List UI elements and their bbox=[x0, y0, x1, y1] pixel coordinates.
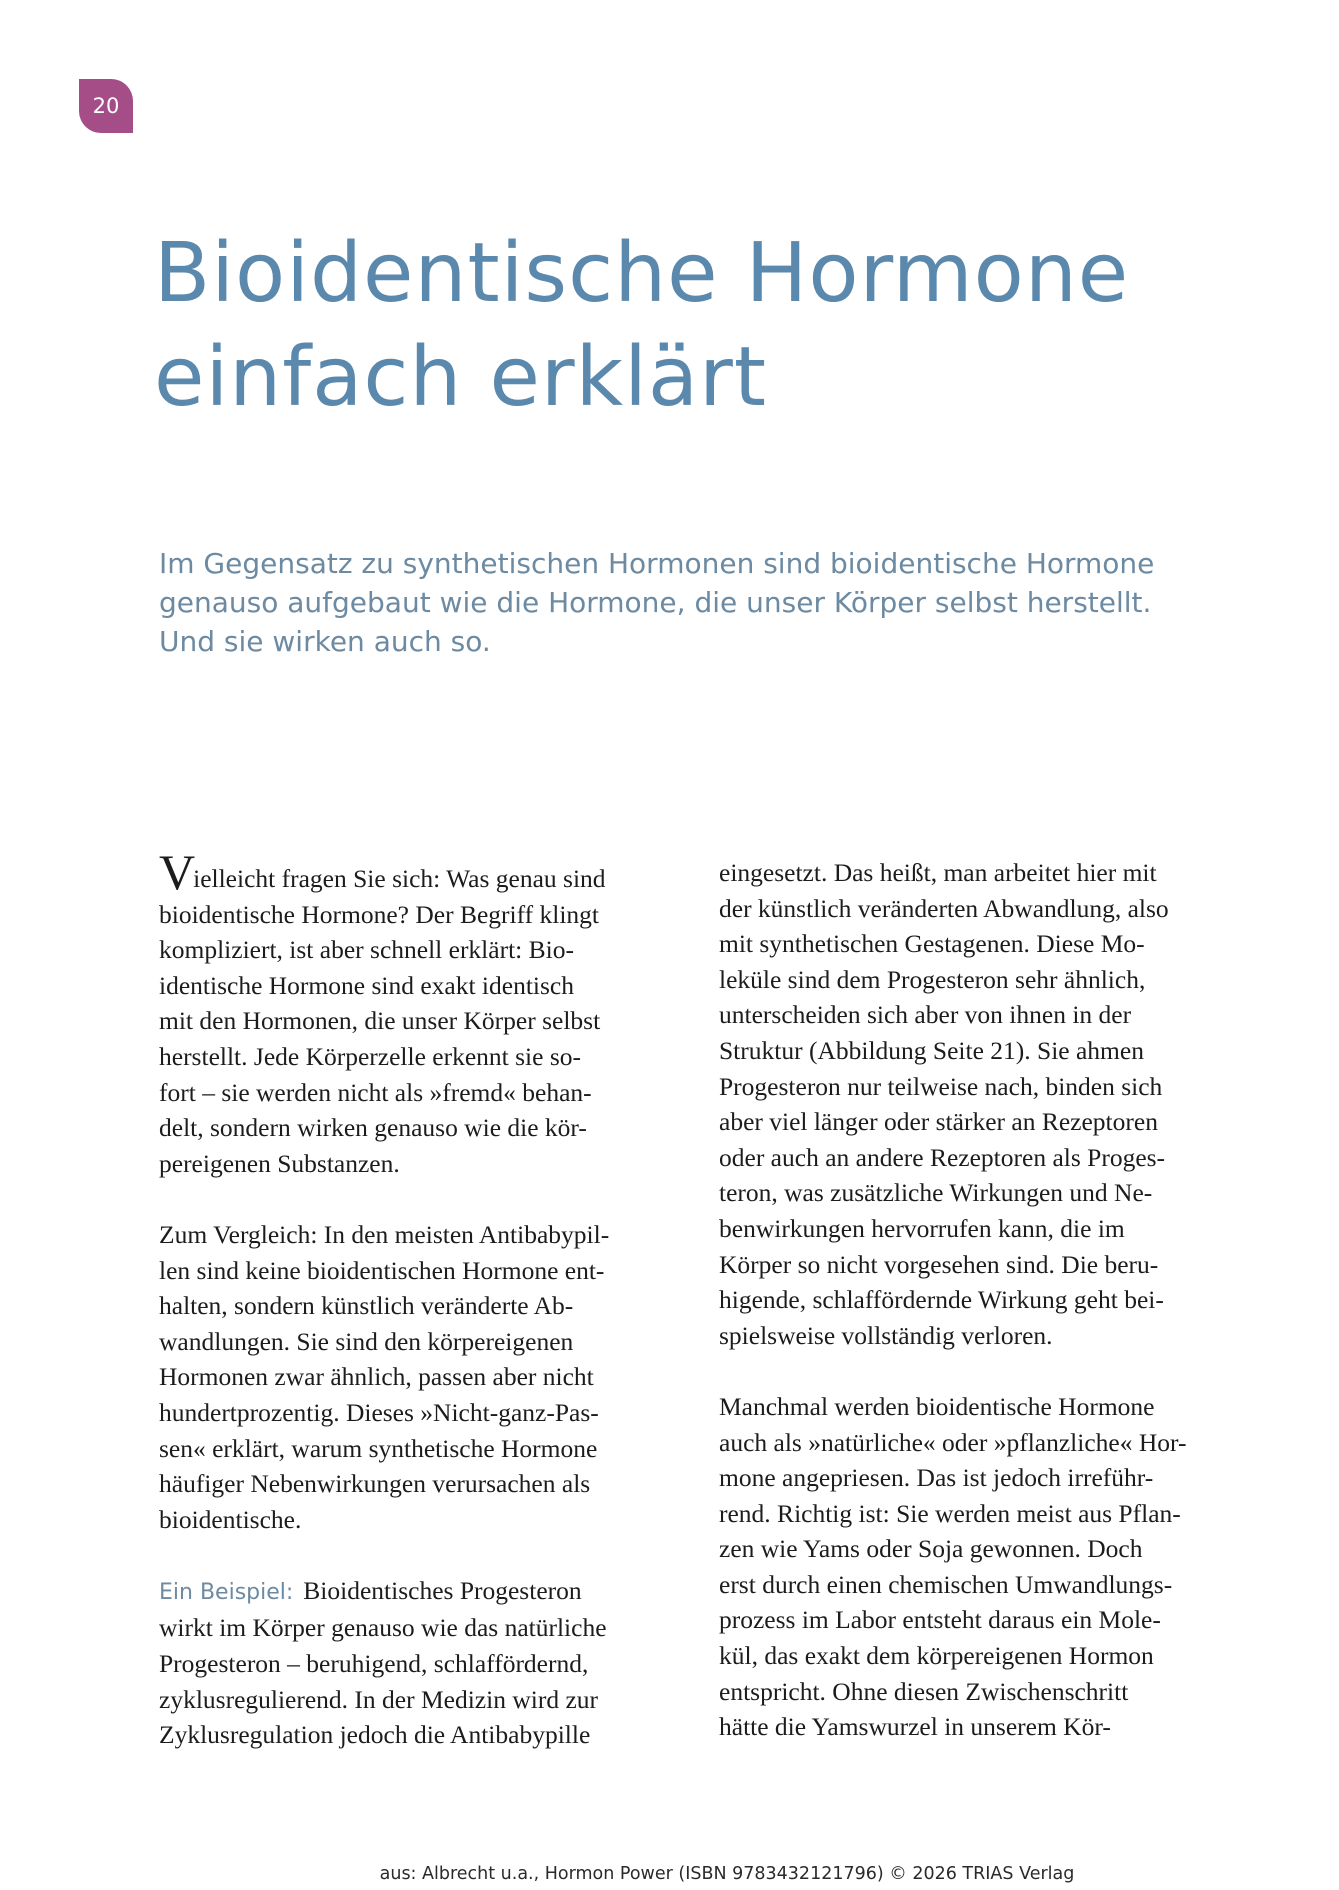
text-line: mit den Hormonen, die unser Körper selbst bbox=[159, 1006, 601, 1036]
title-line: einfach erklärt bbox=[154, 330, 767, 425]
text-line: der künstlich veränderten Abwandlung, also bbox=[719, 893, 1169, 923]
text-line: pereigenen Substanzen. bbox=[159, 1148, 400, 1178]
text-line: herstellt. Jede Körperzelle erkennt sie so- bbox=[159, 1041, 581, 1071]
text-line: spielsweise vollständig verloren. bbox=[719, 1320, 1053, 1350]
text-line: Körper so nicht vorgesehen sind. Die beru- bbox=[719, 1249, 1159, 1279]
text-line: unterscheiden sich aber von ihnen in der bbox=[719, 1000, 1132, 1030]
text-line: bioidentische. bbox=[159, 1504, 302, 1534]
text-line: mone angepriesen. Das ist jedoch irreführ- bbox=[719, 1463, 1154, 1493]
text-line: hätte die Yamswurzel in unserem Kör- bbox=[719, 1712, 1111, 1742]
text-line: kompliziert, ist aber schnell erklärt: Bio- bbox=[159, 935, 574, 965]
text-line: zen wie Yams oder Soja gewonnen. Doch bbox=[719, 1534, 1143, 1564]
left-text-column bbox=[159, 844, 679, 1753]
text-line: benwirkungen hervorrufen kann, die im bbox=[719, 1213, 1125, 1243]
text-line: Progesteron nur teilweise nach, binden sich bbox=[719, 1071, 1163, 1101]
text-line: higende, schlaffördernde Wirkung geht bei- bbox=[719, 1285, 1164, 1315]
intro-line: Und sie wirken auch so. bbox=[159, 625, 491, 658]
text-line: teron, was zusätzliche Wirkungen und Ne- bbox=[719, 1178, 1153, 1208]
text-line: zyklusregulierend. In der Medizin wird zur bbox=[159, 1684, 599, 1714]
text-line: wandlungen. Sie sind den körpereigenen bbox=[159, 1326, 574, 1356]
paragraph-natural-hormones bbox=[719, 1389, 1259, 1745]
text-line: halten, sondern künstlich veränderte Ab- bbox=[159, 1291, 574, 1321]
text-line: Zyklusregulation jedoch die Antibabypille bbox=[159, 1720, 591, 1750]
text-line: mit synthetischen Gestagenen. Diese Mo- bbox=[719, 929, 1145, 959]
text-line: prozess im Labor entsteht daraus ein Mole- bbox=[719, 1605, 1161, 1635]
text-line: häufiger Nebenwirkungen verursachen als bbox=[159, 1469, 591, 1499]
text-line: Hormonen zwar ähnlich, passen aber nicht bbox=[159, 1362, 594, 1392]
intro-line: genauso aufgebaut wie die Hormone, die unser Körper selbst herstellt. bbox=[159, 586, 1152, 619]
text-line: eingesetzt. Das heißt, man arbeitet hier mit bbox=[719, 858, 1157, 887]
text-line: wirkt im Körper genauso wie das natürliche bbox=[159, 1613, 607, 1643]
intro-line: Im Gegensatz zu synthetischen Hormonen sind bioidentische Hormone bbox=[159, 547, 1155, 580]
text-line: leküle sind dem Progesteron sehr ähnlich, bbox=[719, 964, 1146, 994]
text-line: Struktur (Abbildung Seite 21). Sie ahmen bbox=[719, 1035, 1144, 1065]
page-number-badge: 20 bbox=[79, 79, 133, 133]
text-line: oder auch an andere Rezeptoren als Proges- bbox=[719, 1142, 1166, 1172]
paragraph-comparison bbox=[159, 1217, 679, 1537]
text-line: rend. Richtig ist: Sie werden meist aus Pflan- bbox=[719, 1498, 1181, 1528]
intro-paragraph bbox=[159, 544, 1219, 661]
right-text-column bbox=[719, 855, 1259, 1745]
text-line: aber viel länger oder stärker an Rezeptoren bbox=[719, 1107, 1158, 1137]
page-title bbox=[154, 222, 1129, 430]
text-line bbox=[159, 1573, 679, 1611]
text-line: hundertprozentig. Dieses »Nicht-ganz-Pas- bbox=[159, 1397, 599, 1427]
text-line: entspricht. Ohne diesen Zwischenschritt bbox=[719, 1676, 1129, 1706]
text-line-content: Bioidentisches Progesteron bbox=[303, 1575, 582, 1605]
text-line: auch als »natürliche« oder »pflanzliche« Hor- bbox=[719, 1427, 1187, 1457]
text-line bbox=[159, 844, 679, 900]
text-line: fort – sie werden nicht als »fremd« behan- bbox=[159, 1077, 592, 1107]
paragraph-intro-question bbox=[159, 844, 679, 1181]
paragraph-synthetic-gestagens bbox=[719, 855, 1259, 1353]
text-line: Zum Vergleich: In den meisten Antibabypil- bbox=[159, 1219, 610, 1249]
text-line: identische Hormone sind exakt identisch bbox=[159, 970, 574, 1000]
text-line: kül, das exakt dem körpereigenen Hormon bbox=[719, 1641, 1154, 1671]
text-line: delt, sondern wirken genauso wie die kör- bbox=[159, 1113, 587, 1143]
text-line: Progesteron – beruhigend, schlaffördernd, bbox=[159, 1649, 589, 1679]
source-footer: aus: Albrecht u.a., Hormon Power (ISBN 9783432121796) © 2026 TRIAS Verlag bbox=[379, 1864, 1075, 1884]
text-line: len sind keine bioidentischen Hormone ent- bbox=[159, 1255, 605, 1285]
text-line: sen« erklärt, warum synthetische Hormone bbox=[159, 1433, 598, 1463]
example-label: Ein Beispiel: bbox=[159, 1579, 294, 1605]
title-line: Bioidentische Hormone bbox=[154, 226, 1130, 321]
text-line: erst durch einen chemischen Umwandlungs- bbox=[719, 1569, 1173, 1599]
text-line-content: ielleicht fragen Sie sich: Was genau sind bbox=[193, 864, 606, 893]
text-line: bioidentische Hormone? Der Begriff klingt bbox=[159, 899, 599, 929]
drop-cap: V bbox=[159, 844, 192, 900]
text-line: Manchmal werden bioidentische Hormone bbox=[719, 1391, 1155, 1421]
paragraph-example bbox=[159, 1573, 679, 1753]
